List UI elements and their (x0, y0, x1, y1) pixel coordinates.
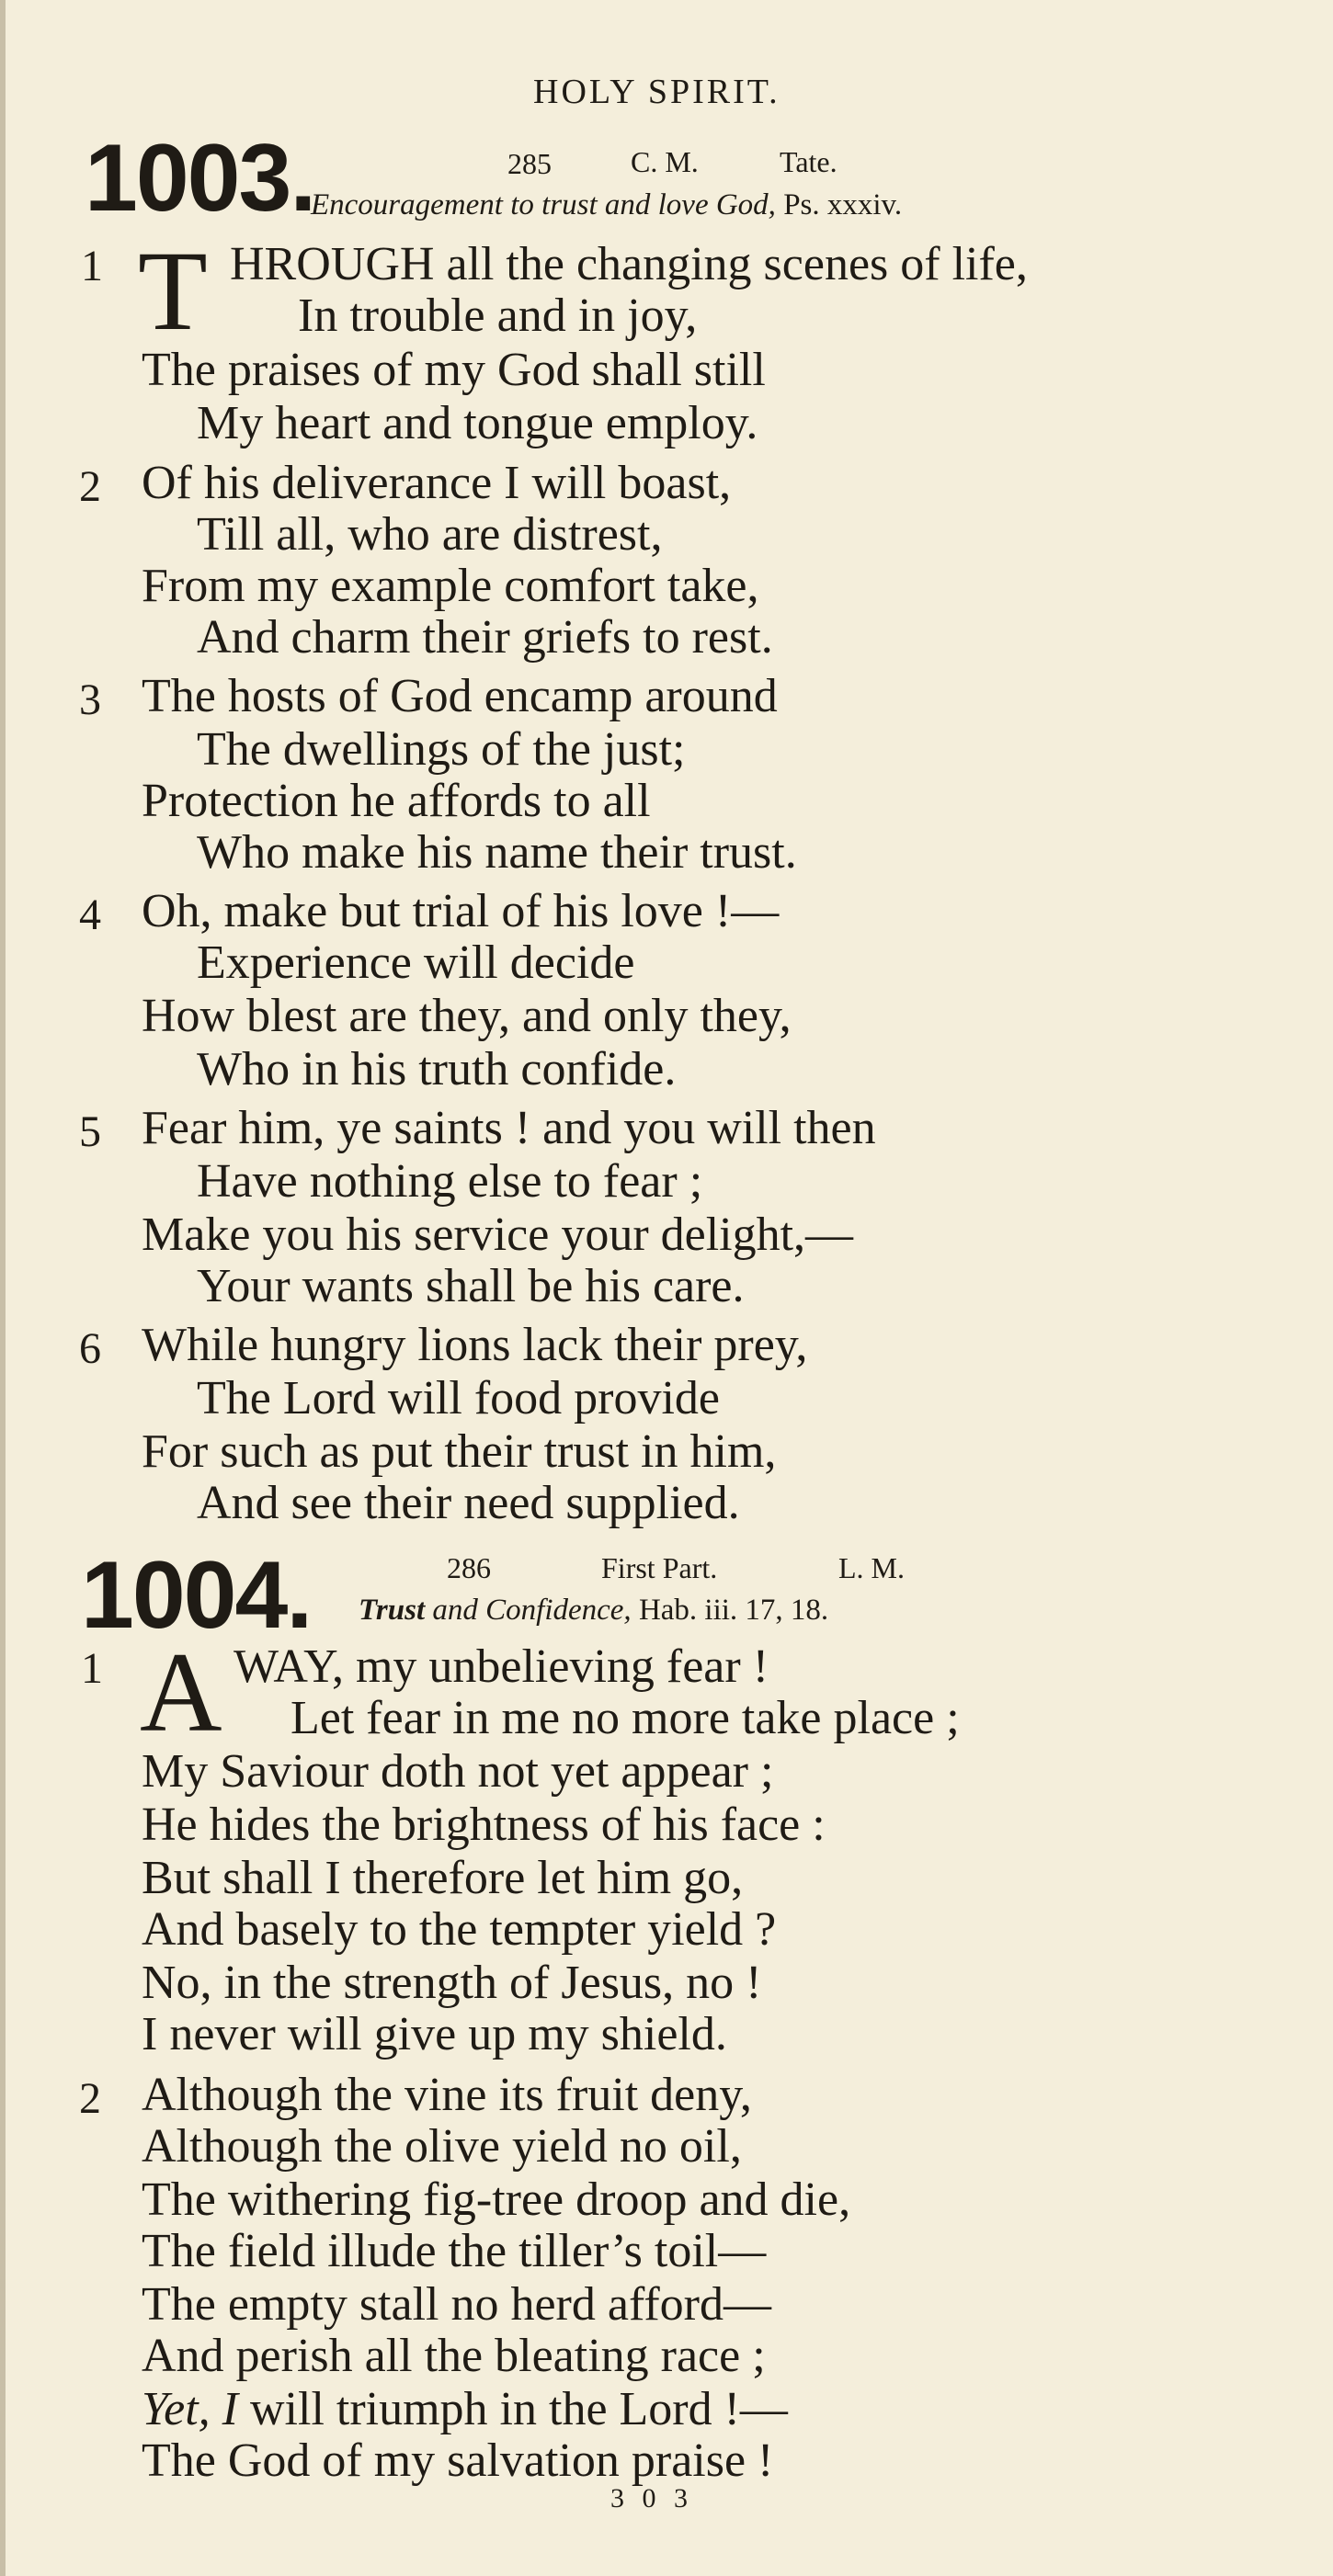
verse-line: Your wants shall be his care. (197, 1260, 745, 1312)
hymn-1003-tune-number: 285 (507, 147, 552, 180)
verse-line: I never will give up my shield. (142, 2008, 727, 2060)
verse-line: The withering fig-tree droop and die, (142, 2173, 851, 2226)
hymn-1003-meter: C. M. (631, 145, 699, 178)
verse-line: For such as put their trust in him, (142, 1425, 777, 1478)
verse-line: From my example comfort take, (142, 560, 759, 612)
verse-line: The dwellings of the just; (197, 723, 686, 776)
verse-line: Of his deliverance I will boast, (142, 457, 732, 509)
drop-cap: T (138, 228, 208, 354)
hymn-1004-tune-number: 286 (447, 1551, 491, 1584)
verse-number: 6 (79, 1324, 101, 1373)
verse-number: 4 (79, 891, 101, 939)
hymn-1003-title: Encouragement to trust and love God, Ps. xxxiv. (311, 188, 903, 221)
verse-line: Let fear in me no more take place ; (291, 1692, 960, 1744)
hymn-number-1003: 1003. (85, 125, 315, 232)
verse-line: While hungry lions lack their prey, (142, 1319, 808, 1371)
verse-number: 1 (81, 1644, 103, 1693)
verse-line: Who in his truth confide. (197, 1043, 677, 1095)
verse-line: And see their need supplied. (197, 1477, 740, 1529)
verse-line: How blest are they, and only they, (142, 990, 792, 1042)
verse-line: HROUGH all the changing scenes of life, (230, 238, 1028, 290)
verse-line: He hides the brightness of his face : (142, 1799, 826, 1851)
yet-word: Yet, I (142, 2383, 238, 2435)
verse-line: The field illude the tiller’s toil— (142, 2225, 767, 2277)
verse-line: My heart and tongue employ. (197, 397, 758, 449)
verse-line: Have nothing else to fear ; (197, 1155, 703, 1208)
verse-line: Yet, I will triumph in the Lord !— (142, 2383, 788, 2435)
verse-line: My Saviour doth not yet appear ; (142, 1745, 774, 1798)
hymn-1003-author: Tate. (780, 145, 837, 178)
verse-line: Experience will decide (197, 936, 635, 989)
drop-cap: A (140, 1629, 222, 1755)
verse-line: But shall I therefore let him go, (142, 1852, 744, 1904)
hymn-1004-meter: L. M. (838, 1551, 905, 1584)
verse-line: Protection he affords to all (142, 775, 651, 827)
verse-line: Oh, make but trial of his love !— (142, 885, 780, 937)
verse-line: The praises of my God shall still (142, 344, 766, 396)
verse-line: WAY, my unbelieving fear ! (234, 1640, 769, 1693)
verse-number: 2 (79, 462, 101, 511)
verse-line: Who make his name their trust. (197, 826, 797, 879)
verse-line: In trouble and in joy, (298, 289, 698, 342)
verse-number: 2 (79, 2074, 101, 2123)
verse-number: 5 (79, 1107, 101, 1156)
verse-line: Although the olive yield no oil, (142, 2120, 742, 2173)
verse-line: Till all, who are distrest, (197, 508, 663, 561)
hymn-number-1004: 1004. (81, 1542, 312, 1649)
verse-line: Fear him, ye saints ! and you will then (142, 1102, 876, 1154)
verse-number: 1 (81, 242, 103, 290)
verse-line: And basely to the tempter yield ? (142, 1903, 777, 1956)
page-number: 3 0 3 (610, 2483, 693, 2514)
verse-line: And charm their griefs to rest. (197, 611, 773, 664)
hymn-1004-title: Trust and Confidence, Hab. iii. 17, 18. (359, 1594, 829, 1627)
verse-line: The God of my salvation praise ! (142, 2434, 774, 2487)
verse-line: Although the vine its fruit deny, (142, 2069, 752, 2121)
verse-line: The Lord will food provide (197, 1372, 720, 1424)
verse-line: No, in the strength of Jesus, no ! (142, 1957, 762, 2009)
page-edge-shadow (0, 0, 6, 2576)
verse-number: 3 (79, 675, 101, 724)
verse-line: Make you his service your delight,— (142, 1209, 854, 1261)
hymn-1004-part: First Part. (601, 1551, 718, 1584)
verse-line: The empty stall no herd afford— (142, 2278, 771, 2331)
verse-line: And perish all the bleating race ; (142, 2330, 766, 2382)
verse-line: The hosts of God encamp around (142, 670, 778, 722)
running-head: HOLY SPIRIT. (533, 73, 780, 111)
